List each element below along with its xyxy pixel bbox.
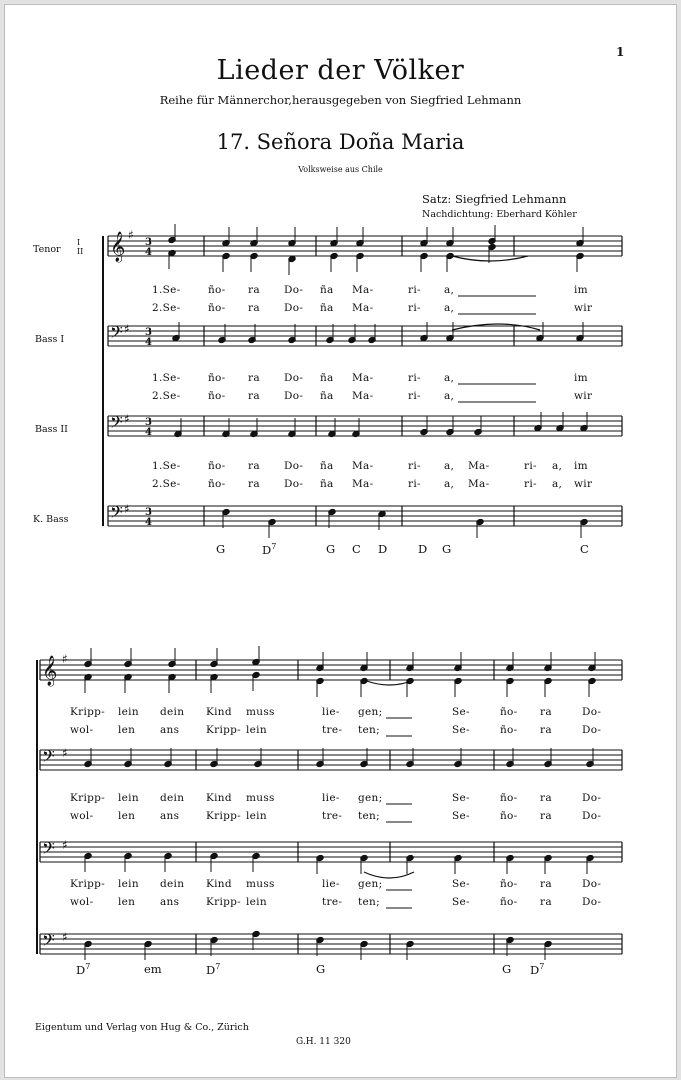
- lyric-syllable: wol-: [70, 724, 94, 736]
- bass-clef: 𝄢: [42, 838, 55, 862]
- lyric-syllable: dein: [160, 792, 185, 804]
- chord-symbol: $D^7$: [530, 962, 545, 977]
- lyric-syllable: Se-: [452, 896, 470, 908]
- lyric-syllable: ten;: [358, 896, 380, 908]
- lyric-syllable: ño-: [208, 302, 226, 314]
- lyric-syllable: ño-: [208, 284, 226, 296]
- treble-clef: 𝄞: [110, 232, 126, 262]
- key-signature-sharp: ♯: [62, 746, 68, 760]
- lyric-syllable: lie-: [322, 792, 340, 804]
- lyric-syllable: ra: [540, 706, 552, 718]
- time-signature-bottom: 4: [145, 247, 152, 258]
- lyric-syllable: wol-: [70, 810, 94, 822]
- lyricist-credit: Nachdichtung: Eberhard Köhler: [422, 209, 577, 220]
- voice-label-bass2: Bass II: [35, 424, 68, 435]
- lyric-syllable: Kind: [206, 706, 232, 718]
- lyric-syllable: ño-: [500, 706, 518, 718]
- lyric-syllable: ña: [320, 372, 334, 384]
- chord-symbol: G: [442, 542, 452, 556]
- lyric-syllable: ño-: [208, 390, 226, 402]
- lyric-syllable: ña: [320, 302, 334, 314]
- collection-title: Lieder der Völker: [216, 55, 465, 86]
- lyric-syllable: Ma-: [352, 302, 374, 314]
- lyric-syllable: ri-: [408, 478, 421, 490]
- lyric-syllable: muss: [246, 878, 275, 890]
- lyric-syllable: ño-: [500, 896, 518, 908]
- time-signature-top: 3: [145, 237, 152, 248]
- lyric-syllable: im: [574, 372, 588, 384]
- lyric-syllable: Se-: [452, 878, 470, 890]
- lyric-syllable: ra: [248, 302, 260, 314]
- lyric-syllable: a,: [444, 284, 455, 296]
- lyric-syllable: Ma-: [352, 372, 374, 384]
- key-signature-sharp: ♯: [124, 502, 130, 516]
- lyric-syllable: Do-: [582, 878, 602, 890]
- lyric-syllable: Se-: [452, 792, 470, 804]
- key-signature-sharp: ♯: [62, 838, 68, 852]
- chord-symbol: G: [502, 962, 512, 976]
- bass-clef: 𝄢: [42, 930, 55, 954]
- lyric-syllable: Do-: [284, 372, 304, 384]
- lyric-syllable: a,: [444, 390, 455, 402]
- time-signature-top: 3: [145, 417, 152, 428]
- time-signature-top: 3: [145, 327, 152, 338]
- lyric-syllable: Do-: [582, 706, 602, 718]
- lyric-syllable: ra: [540, 878, 552, 890]
- lyric-syllable: ra: [248, 478, 260, 490]
- lyric-syllable: ña: [320, 478, 334, 490]
- lyric-syllable: Se-: [452, 706, 470, 718]
- song-title: 17. Señora Doña Maria: [216, 130, 465, 154]
- time-signature-top: 3: [145, 507, 152, 518]
- tie-arc: [452, 324, 540, 330]
- lyric-syllable: Do-: [284, 478, 304, 490]
- lyric-syllable: 1.Se-: [152, 372, 181, 384]
- lyric-syllable: wir: [574, 302, 593, 314]
- catalog-number: G.H. 11 320: [296, 1037, 351, 1047]
- voice-label-tenor-numbers: I II: [77, 238, 84, 256]
- lyric-syllable: ri-: [524, 478, 537, 490]
- lyric-syllable: ña: [320, 460, 334, 472]
- lyric-syllable: Do-: [582, 896, 602, 908]
- lyric-syllable: 1.Se-: [152, 460, 181, 472]
- lyric-syllable: ño-: [208, 460, 226, 472]
- lyric-syllable: Kripp-: [70, 706, 106, 718]
- treble-clef: 𝄞: [42, 656, 58, 686]
- lyric-syllable: lein: [118, 706, 139, 718]
- time-signature-bottom: 4: [145, 427, 152, 438]
- lyric-syllable: tre-: [322, 724, 343, 736]
- voice-label-tenor: Tenor: [33, 244, 61, 255]
- bass-clef: 𝄢: [42, 746, 55, 770]
- lyric-syllable: a,: [552, 460, 563, 472]
- lyric-syllable: muss: [246, 706, 275, 718]
- lyric-syllable: Se-: [452, 724, 470, 736]
- lyric-syllable: len: [118, 810, 136, 822]
- lyric-syllable: len: [118, 724, 136, 736]
- lyric-syllable: ans: [160, 724, 180, 736]
- lyric-syllable: ña: [320, 390, 334, 402]
- lyric-syllable: wol-: [70, 896, 94, 908]
- lyric-syllable: ri-: [524, 460, 537, 472]
- lyric-syllable: Do-: [284, 302, 304, 314]
- page-number: 1: [616, 45, 625, 59]
- song-origin: Volksweise aus Chile: [298, 165, 383, 174]
- time-signature-bottom: 4: [145, 517, 152, 528]
- lyric-syllable: lie-: [322, 706, 340, 718]
- lyric-syllable: Kind: [206, 792, 232, 804]
- lyric-syllable: ra: [540, 896, 552, 908]
- lyric-syllable: ri-: [408, 390, 421, 402]
- lyric-syllable: ra: [540, 810, 552, 822]
- lyric-syllable: Do-: [582, 810, 602, 822]
- lyric-syllable: dein: [160, 878, 185, 890]
- chord-symbol: $D^7$: [76, 962, 91, 977]
- lyric-syllable: Kripp-: [206, 724, 242, 736]
- lyric-syllable: Ma-: [352, 284, 374, 296]
- lyric-syllable: Ma-: [468, 460, 490, 472]
- lyric-syllable: a,: [444, 372, 455, 384]
- lyric-syllable: Do-: [284, 284, 304, 296]
- lyric-syllable: muss: [246, 792, 275, 804]
- lyric-syllable: ans: [160, 810, 180, 822]
- lyric-syllable: Do-: [582, 792, 602, 804]
- lyric-syllable: ño-: [208, 372, 226, 384]
- lyric-syllable: tre-: [322, 896, 343, 908]
- lyric-syllable: gen;: [358, 792, 383, 804]
- chord-symbol: em: [144, 962, 162, 976]
- chord-symbol: C: [352, 542, 361, 556]
- lyric-syllable: ra: [248, 390, 260, 402]
- lyric-syllable: ra: [248, 284, 260, 296]
- lyric-syllable: ri-: [408, 372, 421, 384]
- chord-symbol: D: [418, 542, 428, 556]
- lyric-syllable: 2.Se-: [152, 390, 181, 402]
- lyric-syllable: ño-: [500, 792, 518, 804]
- lyric-syllable: 2.Se-: [152, 302, 181, 314]
- publisher-line: Eigentum und Verlag von Hug & Co., Zürich: [35, 1022, 249, 1033]
- lyric-syllable: dein: [160, 706, 185, 718]
- lyric-syllable: lein: [246, 724, 267, 736]
- lyric-syllable: ra: [248, 460, 260, 472]
- key-signature-sharp: ♯: [124, 322, 130, 336]
- lyric-syllable: lein: [246, 810, 267, 822]
- chord-symbol: $D^7$: [262, 542, 277, 557]
- lyric-syllable: wir: [574, 478, 593, 490]
- chord-symbol: G: [216, 542, 226, 556]
- time-signature-bottom: 4: [145, 337, 152, 348]
- lyric-syllable: Kripp-: [206, 810, 242, 822]
- lyric-syllable: ans: [160, 896, 180, 908]
- lyric-syllable: ño-: [500, 878, 518, 890]
- key-signature-sharp: ♯: [124, 412, 130, 426]
- voice-label-kbass: K. Bass: [33, 514, 69, 525]
- lyric-syllable: lein: [118, 792, 139, 804]
- lyric-syllable: ño-: [500, 810, 518, 822]
- lyric-syllable: Do-: [284, 390, 304, 402]
- lyric-syllable: ño-: [208, 478, 226, 490]
- lyric-syllable: 2.Se-: [152, 478, 181, 490]
- lyric-syllable: ten;: [358, 724, 380, 736]
- lyric-syllable: Ma-: [352, 390, 374, 402]
- lyric-syllable: a,: [444, 478, 455, 490]
- lyric-syllable: 1.Se-: [152, 284, 181, 296]
- lyric-syllable: lein: [118, 878, 139, 890]
- lyric-syllable: ra: [540, 724, 552, 736]
- lyric-syllable: a,: [444, 460, 455, 472]
- chord-symbol: D: [378, 542, 388, 556]
- voice-label-bass1: Bass I: [35, 334, 65, 345]
- lyric-syllable: ri-: [408, 284, 421, 296]
- key-signature-sharp: ♯: [128, 228, 134, 242]
- tie-arc: [452, 256, 528, 261]
- lyric-syllable: ño-: [500, 724, 518, 736]
- series-subtitle: Reihe für Männerchor,herausgegeben von Siegfried Lehmann: [159, 93, 522, 107]
- lyric-syllable: ra: [248, 372, 260, 384]
- lyric-syllable: im: [574, 284, 588, 296]
- lyric-syllable: lie-: [322, 878, 340, 890]
- lyric-syllable: a,: [444, 302, 455, 314]
- bass-clef: 𝄢: [110, 502, 123, 526]
- lyric-syllable: Ma-: [352, 460, 374, 472]
- lyric-syllable: Ma-: [468, 478, 490, 490]
- chord-symbol: G: [326, 542, 336, 556]
- chord-symbol: G: [316, 962, 326, 976]
- lyric-syllable: Kripp-: [206, 896, 242, 908]
- lyric-syllable: Se-: [452, 810, 470, 822]
- bass-clef: 𝄢: [110, 412, 123, 436]
- lyric-syllable: Kripp-: [70, 878, 106, 890]
- lyric-syllable: Do-: [284, 460, 304, 472]
- lyric-syllable: a,: [552, 478, 563, 490]
- bass-clef: 𝄢: [110, 322, 123, 346]
- lyric-syllable: Do-: [582, 724, 602, 736]
- lyric-syllable: len: [118, 896, 136, 908]
- lyric-syllable: gen;: [358, 706, 383, 718]
- lyric-syllable: ña: [320, 284, 334, 296]
- arranger-credit: Satz: Siegfried Lehmann: [422, 192, 567, 206]
- lyric-syllable: ten;: [358, 810, 380, 822]
- lyric-syllable: im: [574, 460, 588, 472]
- key-signature-sharp: ♯: [62, 930, 68, 944]
- key-signature-sharp: ♯: [62, 652, 68, 666]
- lyric-syllable: gen;: [358, 878, 383, 890]
- lyric-syllable: wir: [574, 390, 593, 402]
- chord-symbol: $D^7$: [206, 962, 221, 977]
- chord-symbol: C: [580, 542, 589, 556]
- lyric-syllable: Kind: [206, 878, 232, 890]
- lyric-syllable: lein: [246, 896, 267, 908]
- lyric-syllable: Kripp-: [70, 792, 106, 804]
- lyric-syllable: tre-: [322, 810, 343, 822]
- lyric-syllable: Ma-: [352, 478, 374, 490]
- lyric-syllable: ra: [540, 792, 552, 804]
- lyric-syllable: ri-: [408, 302, 421, 314]
- lyric-syllable: ri-: [408, 460, 421, 472]
